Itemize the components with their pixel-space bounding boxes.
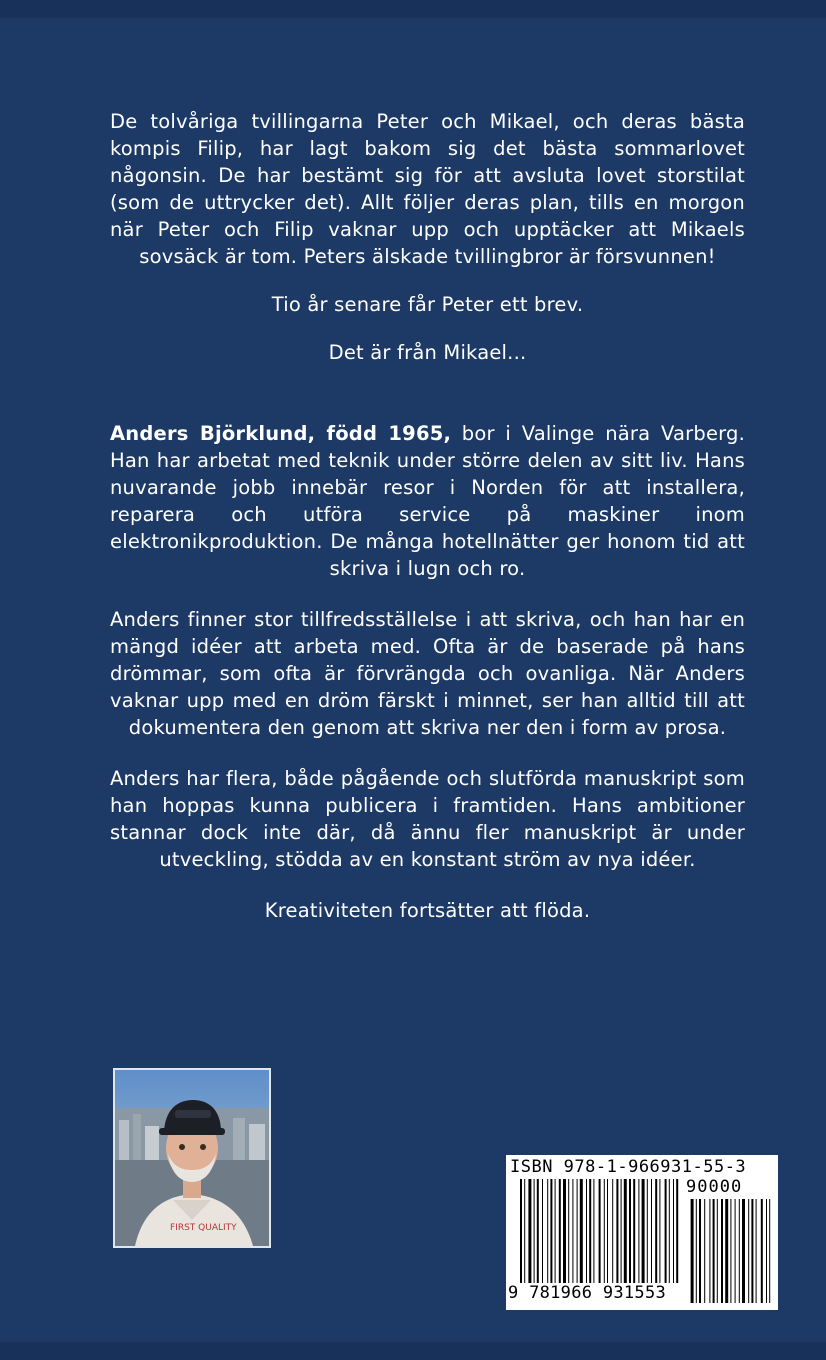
barcode-bar xyxy=(580,1179,583,1283)
barcode-bar xyxy=(633,1179,635,1283)
author-closing-line: Kreativiteten fortsätter att flöda. xyxy=(264,899,591,922)
barcode-bar xyxy=(647,1179,648,1283)
barcode-bar xyxy=(616,1179,618,1283)
back-cover-text xyxy=(110,108,745,924)
svg-text:FIRST QUALITY: FIRST QUALITY xyxy=(170,1223,237,1233)
author-bio-paragraph-1 xyxy=(110,420,745,582)
addon-bar xyxy=(756,1199,757,1303)
barcode-bar xyxy=(534,1179,535,1283)
barcode-bar xyxy=(537,1179,539,1283)
barcode-bar xyxy=(577,1179,578,1283)
barcode-bar xyxy=(638,1179,639,1283)
barcode-bar xyxy=(524,1179,525,1283)
addon-bar xyxy=(751,1199,753,1303)
barcode-bar xyxy=(624,1179,627,1283)
barcode-bar xyxy=(651,1179,652,1283)
barcode-bar xyxy=(572,1179,573,1283)
addon-bar xyxy=(721,1199,723,1303)
barcode-bar xyxy=(669,1179,670,1283)
top-edge-band xyxy=(0,0,826,18)
addon-bar xyxy=(717,1199,718,1303)
author-bio-paragraph-2: Anders finner stor tillfredsställelse i att skriva, och han har en mängd idéer att arbeta med. Ofta är de baserade på hans drömmar, som ofta är förvrängda och ovanliga. När Anders vaknar upp med en dröm färskt i minnet, ser han alltid till att dokumentera den genom att skriva ner den i form av prosa. xyxy=(110,608,745,739)
barcode-bar xyxy=(568,1179,569,1283)
bottom-edge-band xyxy=(0,1342,826,1360)
barcode-bar xyxy=(665,1179,667,1283)
synopsis-paragraph: De tolvåriga tvillingarna Peter och Mikael, och deras bästa kompis Filip, har lagt bakom sig det bästa sommarlovet någonsin. De har bestämt sig för att avsluta lovet storstilat (som de uttrycker det). Allt följer deras plan, tills en morgon när Peter och Filip vaknar upp och upptäcker att Mikaels sovsäck är tom. Peters älskade tvillingbror är försvunnen! xyxy=(110,110,745,268)
synopsis-line-letter: Tio år senare får Peter ett brev. xyxy=(271,293,584,316)
addon-bar xyxy=(761,1199,763,1303)
author-bio-paragraph-3: Anders har flera, både pågående och slutförda manuskript som han hoppas kunna publicera i framtiden. Hans ambitioner stannar dock inte där, då ännu fler manuskript är under utveckling, stödda av en konstant ström av nya idéer. xyxy=(110,767,745,871)
barcode-bar xyxy=(642,1179,645,1283)
price-code: 90000 xyxy=(686,1177,743,1197)
addon-bar xyxy=(769,1199,770,1303)
addon-bar xyxy=(704,1199,705,1303)
barcode-bar xyxy=(659,1179,660,1283)
addon-bar xyxy=(735,1199,736,1303)
barcode-bar xyxy=(629,1179,631,1283)
addon-bar xyxy=(748,1199,749,1303)
barcode-bar xyxy=(621,1179,622,1283)
barcode-bar xyxy=(542,1179,543,1283)
barcode-bar xyxy=(520,1179,522,1283)
isbn-barcode xyxy=(506,1155,778,1310)
synopsis-line-mikael: Det är från Mikael... xyxy=(328,341,527,364)
isbn-label: ISBN 978-1-966931-55-3 xyxy=(510,1157,747,1177)
addon-bar xyxy=(725,1199,728,1303)
addon-bar xyxy=(739,1199,740,1303)
barcode-bar xyxy=(547,1179,548,1283)
author-photo-image xyxy=(115,1070,269,1246)
author-bio-1-text: bor i Valinge nära Varberg. Han har arbetat med teknik under större delen av sitt liv. Hans nuvarande jobb innebär resor i Norden för att installera, reparera och utföra service på maskiner inom elektronikproduktion. De många hotellnätter ger honom tid att skriva i lugn och ro. xyxy=(110,422,745,580)
barcode-bar xyxy=(589,1179,591,1283)
author-name: Anders Björklund, född 1965, xyxy=(110,422,452,445)
addon-bar xyxy=(709,1199,710,1303)
barcode-bar xyxy=(612,1179,613,1283)
addon-bar xyxy=(713,1199,715,1303)
barcode-bar xyxy=(599,1179,601,1283)
barcode-bar xyxy=(528,1179,531,1283)
barcode-bar xyxy=(559,1179,561,1283)
barcode-bar xyxy=(676,1179,678,1283)
barcode-bar xyxy=(604,1179,605,1283)
barcode-bar xyxy=(586,1179,587,1283)
author-photo xyxy=(113,1068,271,1248)
addon-bar xyxy=(699,1199,701,1303)
addon-bar xyxy=(766,1199,767,1303)
ean-digits: 9 781966 931553 xyxy=(508,1283,667,1303)
addon-bar xyxy=(742,1199,745,1303)
barcode-bar xyxy=(673,1179,674,1283)
barcode-bar xyxy=(607,1179,608,1283)
addon-bar xyxy=(696,1199,697,1303)
barcode-bar xyxy=(555,1179,556,1283)
addon-bar xyxy=(730,1199,731,1303)
barcode-bar xyxy=(655,1179,657,1283)
addon-bar xyxy=(691,1199,694,1303)
barcode-bar xyxy=(593,1179,594,1283)
barcode-bar xyxy=(563,1179,566,1283)
barcode-bar xyxy=(550,1179,552,1283)
